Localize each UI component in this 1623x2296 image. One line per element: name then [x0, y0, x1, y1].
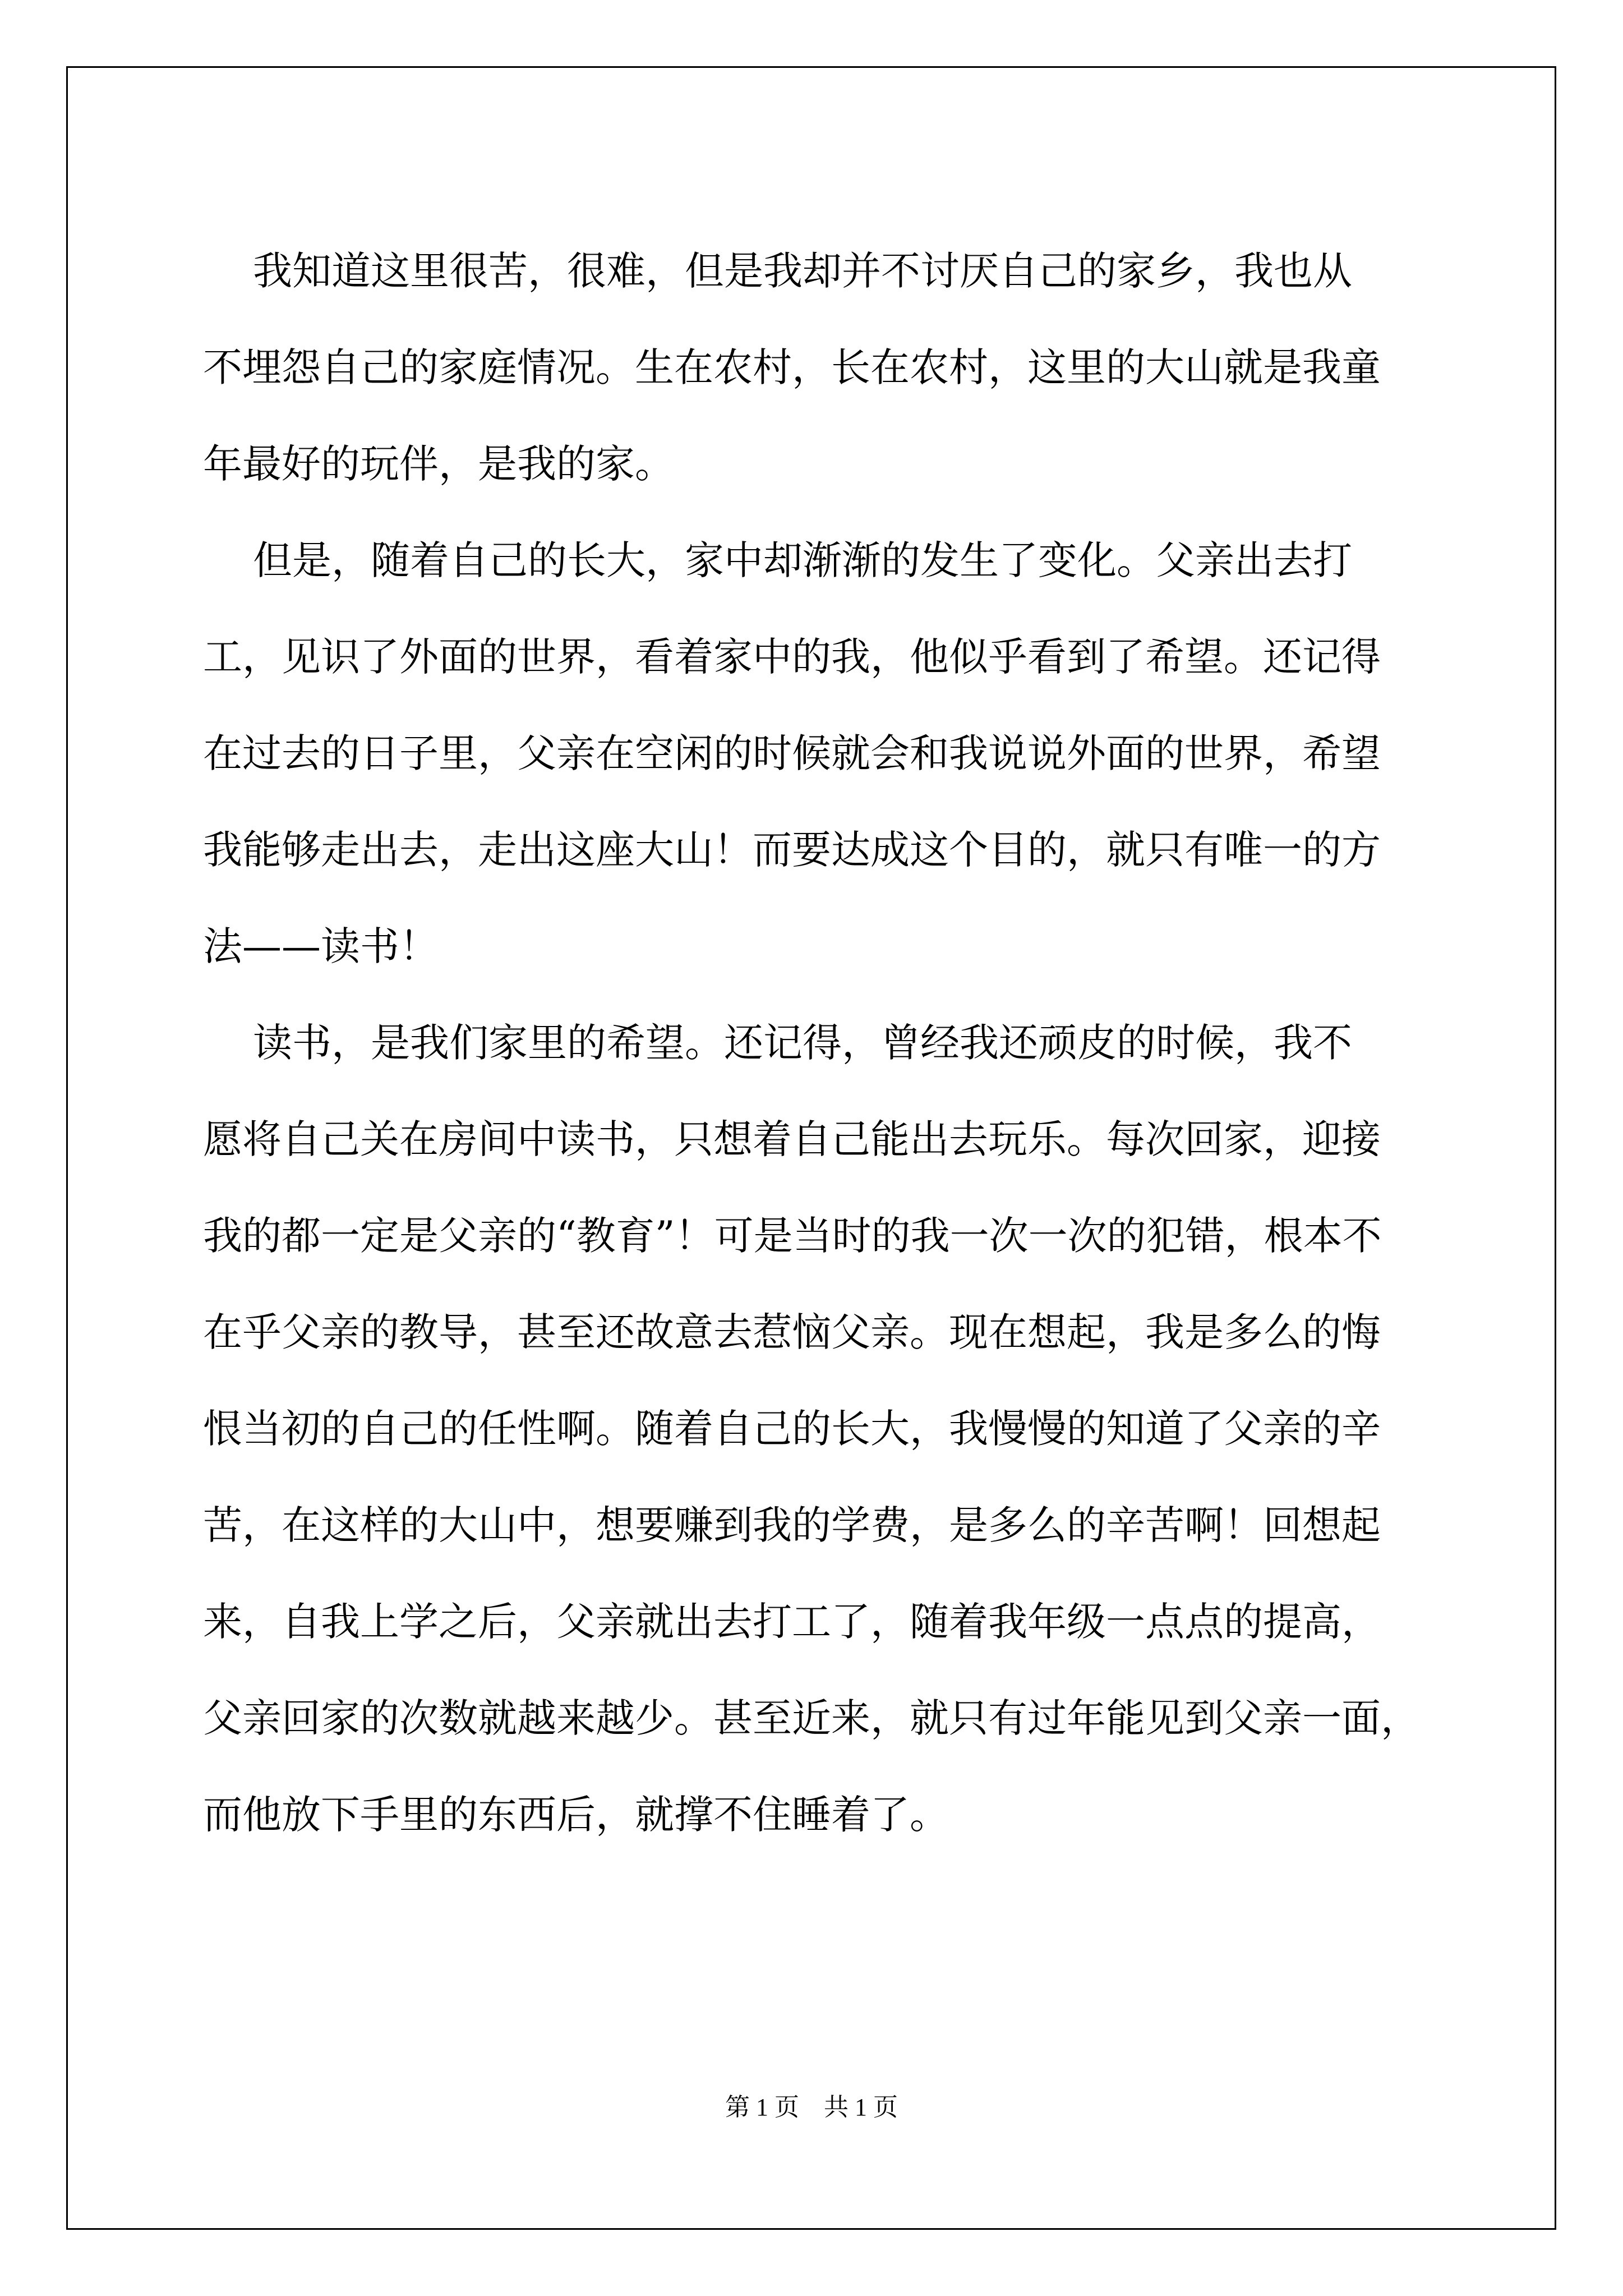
text-line: 我知道这里很苦，很难，但是我却并不讨厌自己的家乡，我也从: [203, 248, 1353, 294]
text-line: 恨当初的自己的任性啊。随着自己的长大，我慢慢的知道了父亲的辛: [203, 1406, 1381, 1452]
text-line: 而他放下手里的东西后，就撑不住睡着了。: [203, 1792, 949, 1838]
text-line: 我的都一定是父亲的“教育”！可是当时的我一次一次的犯错，根本不: [203, 1213, 1382, 1259]
text-line: 我能够走出去，走出这座大山！而要达成这个目的，就只有唯一的方: [203, 827, 1381, 873]
text-line: 苦，在这样的大山中，想要赚到我的学费，是多么的辛苦啊！回想起: [203, 1502, 1381, 1548]
text-line: 父亲回家的次数就越来越少。甚至近来，就只有过年能见到父亲一面，: [203, 1695, 1420, 1741]
page-footer: 第 1 页 共 1 页: [725, 2093, 898, 2121]
text-line: 不埋怨自己的家庭情况。生在农村，长在农村，这里的大山就是我童: [203, 344, 1381, 390]
text-line: 法——读书！: [203, 923, 439, 969]
text-line: 读书，是我们家里的希望。还记得，曾经我还顽皮的时候，我不: [203, 1020, 1353, 1066]
text-line: 来，自我上学之后，父亲就出去打工了，随着我年级一点点的提高，: [203, 1599, 1381, 1645]
text-line: 年最好的玩伴，是我的家。: [203, 441, 674, 487]
text-line: 在过去的日子里，父亲在空闲的时候就会和我说说外面的世界，希望: [203, 730, 1381, 776]
document-body: [203, 223, 1437, 1863]
text-line: 在乎父亲的教导，甚至还故意去惹恼父亲。现在想起，我是多么的悔: [203, 1309, 1381, 1355]
text-line: 愿将自己关在房间中读书，只想着自己能出去玩乐。每次回家，迎接: [203, 1116, 1381, 1162]
text-line: 工，见识了外面的世界，看着家中的我，他似乎看到了希望。还记得: [203, 634, 1381, 680]
text-line: 但是，随着自己的长大，家中却渐渐的发生了变化。父亲出去打: [203, 537, 1353, 583]
